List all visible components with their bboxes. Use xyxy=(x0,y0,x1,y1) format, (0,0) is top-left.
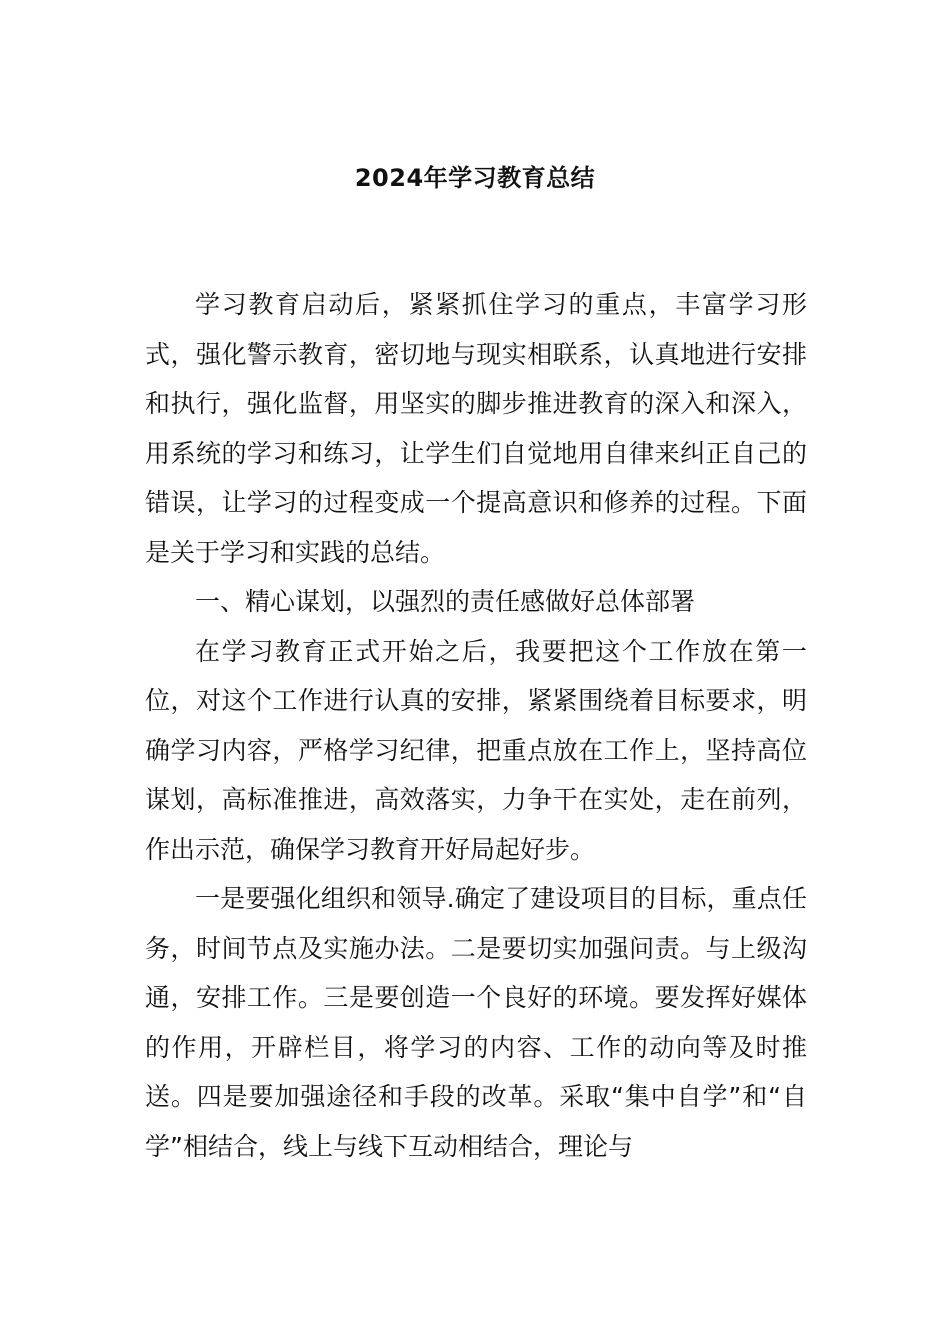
paragraph-measures: 一是要强化组织和领导.确定了建设项目的目标，重点任务，时间节点及实施办法。二是要切实加强问责。与上级沟通，安排工作。三是要创造一个良好的环境。要发挥好媒体的作用，开辟栏目，将学习的内容、工作的动向等及时推送。四是要加强途径和手段的改革。采取“集中自学”和“自学”相结合，线上与线下互动相结合，理论与 xyxy=(145,884,807,1161)
section-heading: 一、精心谋划，以强烈的责任感做好总体部署 xyxy=(195,587,696,616)
paragraph-planning: 在学习教育正式开始之后，我要把这个工作放在第一位，对这个工作进行认真的安排，紧紧围绕着目标要求，明确学习内容，严格学习纪律，把重点放在工作上，坚持高位谋划，高标准推进，高效落实，力争干在实处，走在前列，作出示范，确保学习教育开好局起好步。 xyxy=(145,636,807,864)
paragraph-intro: 学习教育启动后，紧紧抓住学习的重点，丰富学习形式，强化警示教育，密切地与现实相联系，认真地进行安排和执行，强化监督，用坚实的脚步推进教育的深入和深入，用系统的学习和练习，让学生们自觉地用自律来纠正自己的错误，让学习的过程变成一个提高意识和修养的过程。下面是关于学习和实践的总结。 xyxy=(145,290,807,567)
document-body xyxy=(145,280,807,1171)
document-title: 2024年学习教育总结 xyxy=(354,164,596,192)
